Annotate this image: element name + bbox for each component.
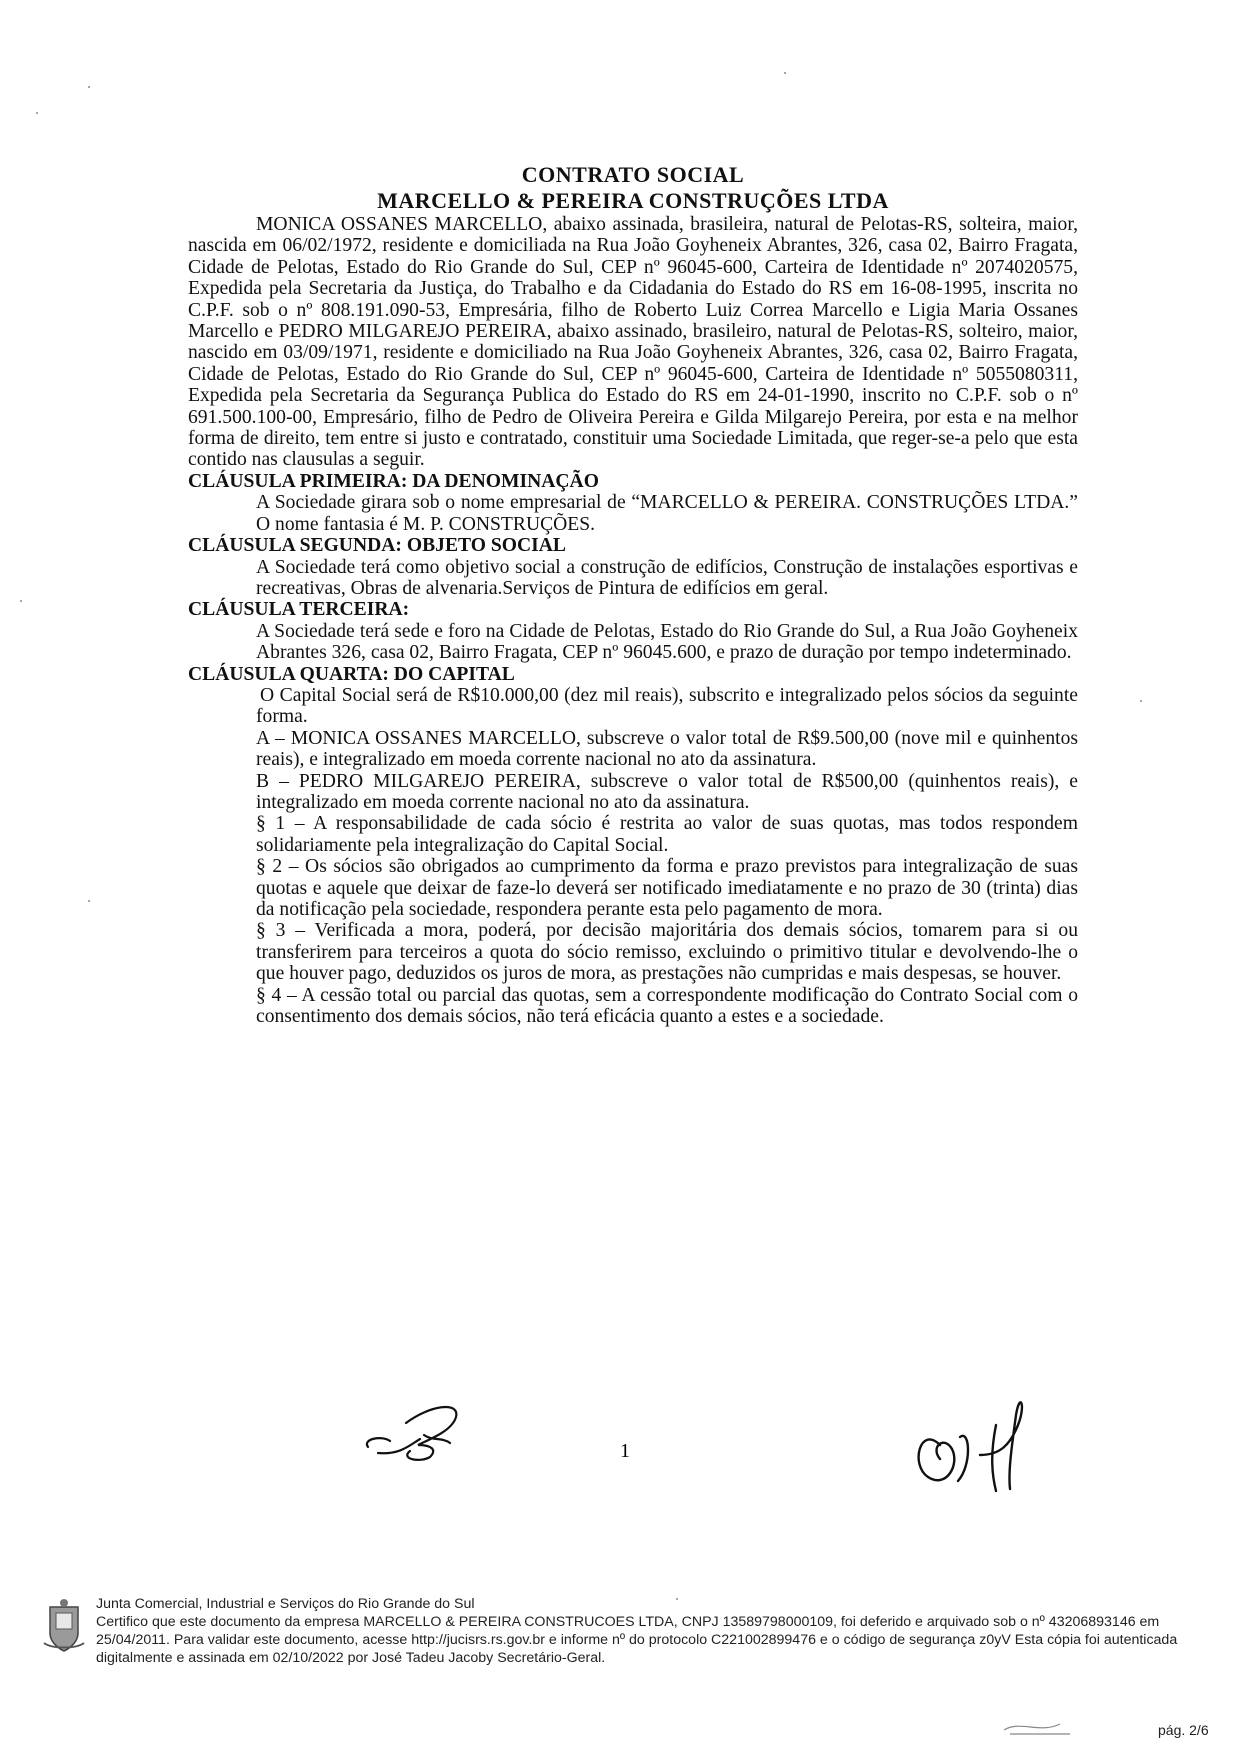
scan-speck	[784, 72, 786, 74]
scan-speck	[88, 86, 90, 88]
coat-of-arms-icon	[42, 1597, 86, 1655]
clause-4-heading: CLÁUSULA QUARTA: DO CAPITAL	[188, 663, 515, 685]
scan-speck	[676, 1598, 678, 1600]
clause-4-paragraph-1: § 1 – A responsabilidade de cada sócio é restrita ao valor de suas quotas, mas todos respondem solidariamente pela integralização do Capital Social.	[256, 813, 1078, 856]
clause-3-text: A Sociedade terá sede e foro na Cidade de Pelotas, Estado do Rio Grande do Sul, a Rua João Goyheneix Abrantes 326, casa 02, Bairro Fragata, CEP nº 96045.600, e prazo de duração por tempo indeterminado.	[256, 620, 1078, 664]
footer-line-1: Junta Comercial, Industrial e Serviços do Rio Grande do Sul	[96, 1596, 475, 1612]
signatures	[340, 1385, 1100, 1495]
clause-1-text: A Sociedade girara sob o nome empresarial de “MARCELLO & PEREIRA. CONSTRUÇÕES LTDA.” O nome fantasia é M. P. CONSTRUÇÕES.	[256, 492, 1078, 535]
scan-speck	[1140, 700, 1142, 702]
footer-line-2: Certifico que este documento da empresa MARCELLO & PEREIRA CONSTRUCOES LTDA, CNPJ 13589798000109, foi deferido e arquivado sob o nº 43206893146 em 25/04/2011. Para validar este documento, acesse http://jucisrs.rs.gov.br e informe nº do protocolo C221002899476 e o código de segurança z0yV Esta cópia foi autenticada digitalmente e assinada em 02/10/2022 por José Tadeu Jacoby Secretário-Geral.	[96, 1614, 1178, 1666]
clause-1-heading: CLÁUSULA PRIMEIRA: DA DENOMINAÇÃO	[188, 470, 599, 492]
clause-4-paragraph-4: § 4 – A cessão total ou parcial das quotas, sem a correspondente modificação do Contrato Social com o consentimento dos demais sócios, não terá eficácia quanto a estes e a sociedade.	[256, 984, 1078, 1028]
scan-speck	[20, 600, 22, 602]
footer-text	[96, 1595, 1226, 1667]
clause-4-partner-b: B – PEDRO MILGAREJO PEREIRA, subscreve o valor total de R$500,00 (quinhentos reais), e integralizado em moeda corrente nacional no ato da assinatura.	[256, 770, 1078, 813]
intro-paragraph: MONICA OSSANES MARCELLO, abaixo assinada, brasileira, natural de Pelotas-RS, solteira, maior, nascida em 06/02/1972, residente e domiciliada na Rua João Goyheneix Abrantes, 326, casa 02, Bairro Fragata, Cidade de Pelotas, Estado do Rio Grande do Sul, CEP nº 96045-600, Carteira de Identidade nº 2074020575, Expedida pela Secretaria da Justiça, do Trabalho e da Cidadania do Estado do RS em 16-08-1995, inscrita no C.P.F. sob o nº 808.191.090-53, Empresária, filho de Roberto Luiz Correa Marcello e Ligia Maria Ossanes Marcello e PEDRO MILGAREJO PEREIRA, abaixo assinado, brasileiro, natural de Pelotas-RS, solteiro, maior, nascido em 03/09/1971, residente e domiciliado na Rua João Goyheneix Abrantes, 326, casa 02, Bairro Fragata, Cidade de Pelotas, Estado do Rio Grande do Sul, CEP nº 96045-600, Carteira de Identidade nº 5055080311, Expedida pela Secretaria da Segurança Publica do Estado do RS em 24-01-1990, inscrito no C.P.F. sob o nº 691.500.100-00, Empresário, filho de Pedro de Oliveira Pereira e Gilda Milgarejo Pereira, por esta e na melhor forma de direito, tem entre si justo e contratado, constituir uma Sociedade Limitada, que reger-se-a pelo que esta contido nas clausulas a seguir.	[188, 214, 1078, 471]
signature-icon	[1000, 1716, 1080, 1740]
clause-4-capital: O Capital Social será de R$10.000,00 (dez mil reais), subscrito e integralizado pelos sócios da seguinte forma.	[256, 684, 1078, 728]
clause-2-heading: CLÁUSULA SEGUNDA: OBJETO SOCIAL	[188, 535, 566, 557]
clause-4-paragraph-2: § 2 – Os sócios são obrigados ao cumprimento da forma e prazo previstos para integralização de suas quotas e aquele que deixar de faze-lo deverá ser notificado imediatamente e no prazo de 30 (trinta) dias da notificação pela sociedade, respondera perante esta pelo pagamento de mora.	[256, 856, 1078, 920]
page-number: 1	[620, 1440, 630, 1462]
contract-body	[188, 162, 1078, 1027]
document-title: CONTRATO SOCIAL	[521, 162, 745, 187]
scan-speck	[88, 900, 90, 902]
signature-icon	[360, 1395, 490, 1465]
clause-3-heading: CLÁUSULA TERCEIRA:	[188, 599, 410, 621]
signature-icon	[900, 1385, 1070, 1495]
page-label: pág. 2/6	[1158, 1722, 1209, 1738]
company-title: MARCELLO & PEREIRA CONSTRUÇÕES LTDA	[377, 188, 889, 213]
clause-4-paragraph-3: § 3 – Verificada a mora, poderá, por decisão majoritária dos demais sócios, tomarem para si ou transferirem para terceiros a quota do sócio remisso, excluindo o primitivo titular e devolvendo-lhe o que houver pago, deduzidos os juros de mora, as prestações não cumpridas e mais despesas, se houver.	[256, 920, 1078, 985]
scan-speck	[36, 112, 38, 114]
clause-4-partner-a: A – MONICA OSSANES MARCELLO, subscreve o valor total de R$9.500,00 (nove mil e quinhentos reais), e integralizado em moeda corrente nacional no ato da assinatura.	[256, 727, 1078, 771]
clause-2-text: A Sociedade terá como objetivo social a construção de edifícios, Construção de instalações esportivas e recreativas, Obras de alvenaria.Serviços de Pintura de edifícios em geral.	[256, 556, 1078, 599]
